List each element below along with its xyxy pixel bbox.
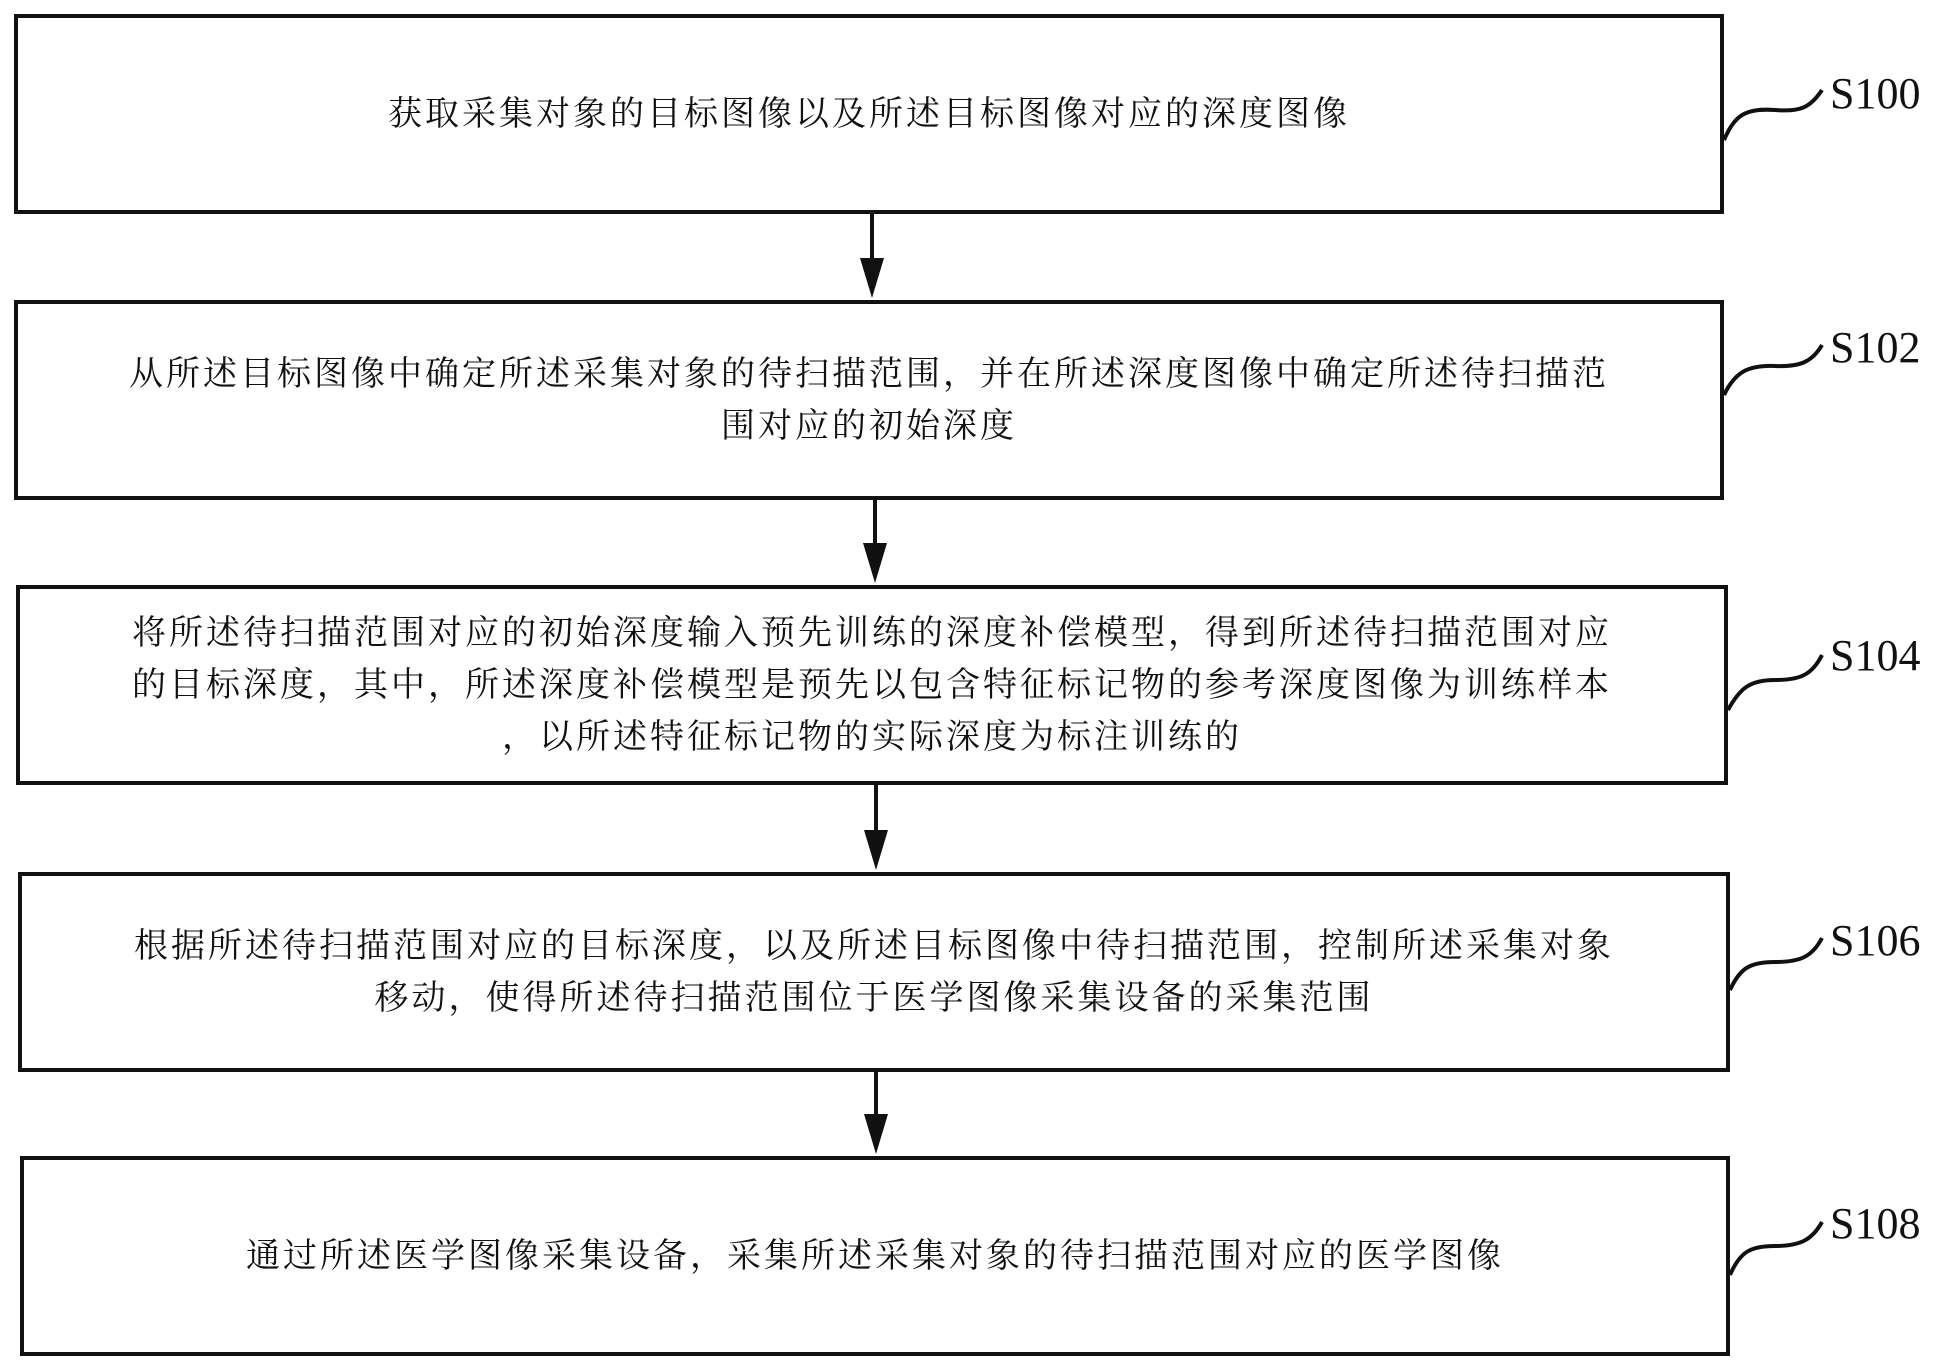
step-text-s102: 从所述目标图像中确定所述采集对象的待扫描范围，并在所述深度图像中确定所述待扫描范 围对应的初始深度 [129, 354, 1609, 446]
step-label-s104: S104 [1830, 631, 1921, 680]
arrow-s102-to-s104 [863, 500, 887, 583]
step-text-s106: 根据所述待扫描范围对应的目标深度，以及所述目标图像中待扫描范围，控制所述采集对象 移动，使得所述待扫描范围位于医学图像采集设备的采集范围 [134, 926, 1614, 1018]
step-text-s108: 通过所述医学图像采集设备，采集所述采集对象的待扫描范围对应的医学图像 [246, 1236, 1504, 1276]
arrow-s106-to-s108 [864, 1072, 888, 1154]
leader-curve-s104 [1728, 655, 1822, 710]
arrow-s100-to-s102 [860, 214, 884, 298]
step-label-s102: S102 [1830, 323, 1921, 372]
step-label-s100: S100 [1830, 69, 1921, 118]
leader-curve-s106 [1730, 938, 1822, 990]
leader-curve-s108 [1730, 1222, 1822, 1275]
arrow-s104-to-s106 [864, 785, 888, 870]
leader-curve-s102 [1724, 345, 1822, 395]
step-text-s104: 将所述待扫描范围对应的初始深度输入预先训练的深度补偿模型，得到所述待扫描范围对应 的目标深度，其中，所述深度补偿模型是预先以包含特征标记物的参考深度图像为训练样本 ，以所述特征标记物的实际深度为标注训练的 [132, 613, 1612, 757]
leader-curve-s100 [1724, 90, 1822, 140]
step-label-s108: S108 [1830, 1199, 1921, 1248]
step-label-s106: S106 [1830, 916, 1921, 965]
step-text-s100: 获取采集对象的目标图像以及所述目标图像对应的深度图像 [388, 94, 1350, 134]
